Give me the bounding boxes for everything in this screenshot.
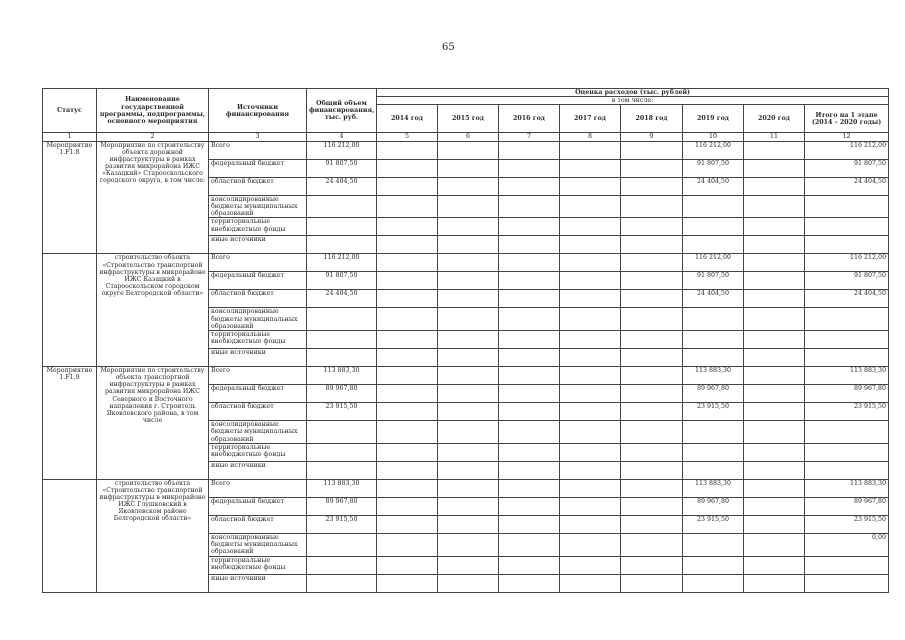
year-cell	[560, 272, 621, 290]
header-total: Общий объем финансирования, тыс. руб.	[307, 89, 377, 133]
status-cell: Мероприятие 1.F1.8	[43, 141, 97, 254]
year-cell	[499, 141, 560, 159]
header-including: в том числе:	[377, 97, 889, 105]
year-2019-cell	[683, 195, 744, 218]
year-cell	[621, 290, 683, 308]
table-row	[43, 254, 889, 272]
year-cell	[560, 443, 621, 461]
year-cell	[621, 331, 683, 349]
header-sources: Источники финансирования	[209, 89, 307, 133]
column-index: 12	[805, 133, 889, 141]
total-cell: 23 915,50	[307, 403, 377, 421]
year-2019-cell: 89 967,80	[683, 497, 744, 515]
year-cell	[438, 331, 499, 349]
year-cell	[438, 497, 499, 515]
year-cell	[438, 236, 499, 254]
year-cell	[560, 159, 621, 177]
year-cell	[621, 272, 683, 290]
program-description: строительство объекта «Строительство транспортной инфраструктуры в микрорайоне ИЖС Глушковский в Яковлевском районе Белгородской области»	[97, 479, 209, 592]
year-cell	[377, 308, 438, 331]
year-cell	[377, 195, 438, 218]
year-cell	[438, 479, 499, 497]
year-cell	[621, 177, 683, 195]
header-result: Итого на 1 этапе (2014 – 2020 годы)	[805, 105, 889, 133]
result-cell: 89 967,80	[805, 497, 889, 515]
source-cell: Всего	[209, 367, 307, 385]
year-cell	[621, 195, 683, 218]
total-cell	[307, 556, 377, 574]
column-index: 11	[744, 133, 805, 141]
source-cell: Всего	[209, 141, 307, 159]
total-cell	[307, 349, 377, 367]
year-cell	[621, 159, 683, 177]
source-cell: федеральный бюджет	[209, 497, 307, 515]
header-year: 2016 год	[499, 105, 560, 133]
result-cell: 24 404,50	[805, 290, 889, 308]
year-2019-cell: 113 883,30	[683, 367, 744, 385]
year-cell	[377, 141, 438, 159]
result-cell	[805, 195, 889, 218]
year-2020-cell	[744, 236, 805, 254]
year-cell	[499, 443, 560, 461]
year-cell	[560, 403, 621, 421]
result-cell: 89 967,80	[805, 385, 889, 403]
total-cell	[307, 443, 377, 461]
year-cell	[377, 556, 438, 574]
source-cell: областной бюджет	[209, 515, 307, 533]
total-cell: 91 807,50	[307, 159, 377, 177]
year-cell	[499, 218, 560, 236]
year-cell	[438, 290, 499, 308]
year-2019-cell: 91 807,50	[683, 159, 744, 177]
year-cell	[438, 574, 499, 592]
year-2020-cell	[744, 254, 805, 272]
source-cell: федеральный бюджет	[209, 385, 307, 403]
year-cell	[560, 421, 621, 444]
year-2019-cell: 116 212,00	[683, 141, 744, 159]
status-cell	[43, 479, 97, 592]
year-cell	[560, 367, 621, 385]
year-2019-cell	[683, 218, 744, 236]
year-cell	[377, 533, 438, 556]
source-cell: иные источники	[209, 461, 307, 479]
source-cell: областной бюджет	[209, 177, 307, 195]
year-2019-cell: 23 915,50	[683, 515, 744, 533]
year-cell	[438, 308, 499, 331]
year-cell	[499, 272, 560, 290]
total-cell: 24 404,50	[307, 290, 377, 308]
program-description: Мероприятие по строительству объекта дорожной инфраструктуры в рамках развития микрорайона ИЖС «Казацкий» Старооскольского городского округа, в том числе:	[97, 141, 209, 254]
year-cell	[621, 574, 683, 592]
result-cell	[805, 349, 889, 367]
year-cell	[499, 349, 560, 367]
year-2020-cell	[744, 421, 805, 444]
year-2020-cell	[744, 218, 805, 236]
year-cell	[621, 533, 683, 556]
year-2019-cell	[683, 349, 744, 367]
source-cell: иные источники	[209, 236, 307, 254]
year-2019-cell: 116 212,00	[683, 254, 744, 272]
year-cell	[438, 218, 499, 236]
table-row	[43, 479, 889, 497]
year-cell	[560, 218, 621, 236]
year-2020-cell	[744, 349, 805, 367]
result-cell: 91 807,50	[805, 272, 889, 290]
total-cell: 116 212,00	[307, 141, 377, 159]
year-cell	[621, 556, 683, 574]
year-cell	[377, 159, 438, 177]
year-cell	[621, 254, 683, 272]
year-cell	[560, 533, 621, 556]
year-cell	[377, 218, 438, 236]
year-cell	[499, 177, 560, 195]
year-2020-cell	[744, 461, 805, 479]
year-cell	[560, 236, 621, 254]
result-cell	[805, 574, 889, 592]
year-cell	[377, 421, 438, 444]
year-cell	[377, 574, 438, 592]
source-cell: территориальные внебюджетные фонды	[209, 331, 307, 349]
year-2019-cell	[683, 533, 744, 556]
result-cell: 0,00	[805, 533, 889, 556]
result-cell	[805, 421, 889, 444]
year-2019-cell: 113 883,30	[683, 479, 744, 497]
year-2019-cell	[683, 421, 744, 444]
year-cell	[438, 141, 499, 159]
result-cell: 113 883,30	[805, 367, 889, 385]
header-year: 2020 год	[744, 105, 805, 133]
year-cell	[438, 443, 499, 461]
year-cell	[438, 533, 499, 556]
year-cell	[438, 461, 499, 479]
result-cell	[805, 331, 889, 349]
year-2019-cell	[683, 236, 744, 254]
column-index: 3	[209, 133, 307, 141]
column-index: 9	[621, 133, 683, 141]
year-cell	[438, 515, 499, 533]
year-cell	[438, 385, 499, 403]
year-2020-cell	[744, 574, 805, 592]
year-2020-cell	[744, 141, 805, 159]
total-cell	[307, 421, 377, 444]
source-cell: областной бюджет	[209, 403, 307, 421]
column-index: 2	[97, 133, 209, 141]
result-cell: 113 883,30	[805, 479, 889, 497]
year-2019-cell: 91 807,50	[683, 272, 744, 290]
year-cell	[621, 479, 683, 497]
year-cell	[377, 331, 438, 349]
source-cell: иные источники	[209, 574, 307, 592]
result-cell: 23 915,50	[805, 403, 889, 421]
year-cell	[560, 556, 621, 574]
source-cell: территориальные внебюджетные фонды	[209, 443, 307, 461]
year-2020-cell	[744, 159, 805, 177]
year-cell	[499, 159, 560, 177]
year-cell	[377, 236, 438, 254]
year-2019-cell	[683, 556, 744, 574]
source-cell: областной бюджет	[209, 290, 307, 308]
year-2019-cell: 23 915,50	[683, 403, 744, 421]
year-cell	[499, 236, 560, 254]
year-cell	[560, 349, 621, 367]
year-cell	[499, 308, 560, 331]
source-cell: Всего	[209, 479, 307, 497]
source-cell: федеральный бюджет	[209, 272, 307, 290]
result-cell: 24 404,50	[805, 177, 889, 195]
source-cell: территориальные внебюджетные фонды	[209, 218, 307, 236]
total-cell	[307, 461, 377, 479]
year-cell	[499, 497, 560, 515]
year-cell	[438, 367, 499, 385]
year-cell	[560, 254, 621, 272]
year-cell	[499, 479, 560, 497]
column-index: 10	[683, 133, 744, 141]
year-2019-cell: 24 404,50	[683, 290, 744, 308]
result-cell	[805, 443, 889, 461]
column-index: 8	[560, 133, 621, 141]
year-2019-cell	[683, 461, 744, 479]
year-cell	[499, 367, 560, 385]
header-program-name: Наименование государственной программы, подпрограммы, основного мероприятия	[97, 89, 209, 133]
total-cell	[307, 308, 377, 331]
year-cell	[438, 403, 499, 421]
year-2020-cell	[744, 195, 805, 218]
year-cell	[560, 308, 621, 331]
year-cell	[499, 254, 560, 272]
status-cell	[43, 254, 97, 367]
year-2020-cell	[744, 515, 805, 533]
year-cell	[621, 236, 683, 254]
total-cell: 91 807,50	[307, 272, 377, 290]
year-cell	[377, 515, 438, 533]
total-cell: 113 883,30	[307, 367, 377, 385]
year-2020-cell	[744, 403, 805, 421]
year-cell	[560, 385, 621, 403]
header-status: Статус	[43, 89, 97, 133]
source-cell: территориальные внебюджетные фонды	[209, 556, 307, 574]
year-cell	[621, 218, 683, 236]
year-cell	[377, 443, 438, 461]
total-cell	[307, 574, 377, 592]
year-cell	[377, 254, 438, 272]
year-cell	[438, 349, 499, 367]
year-cell	[377, 479, 438, 497]
year-2020-cell	[744, 443, 805, 461]
year-2020-cell	[744, 385, 805, 403]
source-cell: консолидированные бюджеты муниципальных образований	[209, 533, 307, 556]
total-cell	[307, 195, 377, 218]
year-cell	[621, 497, 683, 515]
total-cell	[307, 218, 377, 236]
year-cell	[621, 367, 683, 385]
year-cell	[377, 403, 438, 421]
year-cell	[438, 254, 499, 272]
result-cell: 23 915,50	[805, 515, 889, 533]
year-2019-cell	[683, 331, 744, 349]
year-2020-cell	[744, 331, 805, 349]
table-row	[43, 141, 889, 159]
year-2020-cell	[744, 497, 805, 515]
year-2020-cell	[744, 177, 805, 195]
header-estimate: Оценка расходов (тыс. рублей)	[377, 89, 889, 97]
header-year: 2019 год	[683, 105, 744, 133]
page-number: 65	[442, 42, 455, 53]
source-cell: иные источники	[209, 349, 307, 367]
year-cell	[377, 272, 438, 290]
year-cell	[621, 515, 683, 533]
year-cell	[621, 443, 683, 461]
year-cell	[499, 556, 560, 574]
year-cell	[621, 349, 683, 367]
year-2019-cell: 24 404,50	[683, 177, 744, 195]
total-cell: 23 915,50	[307, 515, 377, 533]
year-cell	[499, 421, 560, 444]
year-cell	[621, 461, 683, 479]
year-cell	[621, 308, 683, 331]
source-cell: федеральный бюджет	[209, 159, 307, 177]
year-cell	[621, 385, 683, 403]
year-cell	[621, 421, 683, 444]
total-cell: 113 883,30	[307, 479, 377, 497]
year-cell	[377, 461, 438, 479]
year-cell	[377, 349, 438, 367]
year-cell	[377, 290, 438, 308]
year-cell	[499, 515, 560, 533]
year-cell	[560, 177, 621, 195]
year-2019-cell	[683, 308, 744, 331]
total-cell: 89 967,80	[307, 497, 377, 515]
header-year: 2014 год	[377, 105, 438, 133]
year-cell	[499, 574, 560, 592]
total-cell	[307, 331, 377, 349]
year-cell	[377, 497, 438, 515]
year-cell	[499, 533, 560, 556]
result-cell	[805, 218, 889, 236]
year-cell	[560, 461, 621, 479]
year-cell	[560, 497, 621, 515]
year-cell	[438, 195, 499, 218]
source-cell: консолидированные бюджеты муниципальных образований	[209, 195, 307, 218]
total-cell: 116 212,00	[307, 254, 377, 272]
result-cell: 116 212,00	[805, 141, 889, 159]
header-year: 2018 год	[621, 105, 683, 133]
financing-table	[42, 88, 889, 593]
result-cell	[805, 308, 889, 331]
total-cell: 24 404,50	[307, 177, 377, 195]
result-cell	[805, 461, 889, 479]
column-index: 5	[377, 133, 438, 141]
year-cell	[438, 177, 499, 195]
result-cell	[805, 556, 889, 574]
year-cell	[560, 290, 621, 308]
year-cell	[438, 272, 499, 290]
result-cell: 91 807,50	[805, 159, 889, 177]
column-index: 7	[499, 133, 560, 141]
year-cell	[499, 385, 560, 403]
total-cell: 89 967,80	[307, 385, 377, 403]
year-2019-cell	[683, 443, 744, 461]
status-cell: Мероприятие 1.F1.9	[43, 367, 97, 480]
year-cell	[560, 515, 621, 533]
total-cell	[307, 236, 377, 254]
column-index: 1	[43, 133, 97, 141]
year-cell	[560, 331, 621, 349]
source-cell: консолидированные бюджеты муниципальных образований	[209, 308, 307, 331]
column-index: 6	[438, 133, 499, 141]
result-cell	[805, 236, 889, 254]
year-cell	[560, 141, 621, 159]
table-row	[43, 367, 889, 385]
year-2019-cell: 89 967,80	[683, 385, 744, 403]
year-cell	[499, 461, 560, 479]
year-2020-cell	[744, 533, 805, 556]
column-index: 4	[307, 133, 377, 141]
source-cell: консолидированные бюджеты муниципальных образований	[209, 421, 307, 444]
result-cell: 116 212,00	[805, 254, 889, 272]
year-cell	[499, 403, 560, 421]
year-cell	[499, 195, 560, 218]
year-2020-cell	[744, 308, 805, 331]
year-cell	[377, 177, 438, 195]
program-description: строительство объекта «Строительство транспортной инфраструктуры в микрорайоне ИЖС Казацкий в Старооскольском городском округе Белгородской области»	[97, 254, 209, 367]
year-cell	[377, 367, 438, 385]
year-2019-cell	[683, 574, 744, 592]
year-cell	[438, 556, 499, 574]
year-2020-cell	[744, 272, 805, 290]
source-cell: Всего	[209, 254, 307, 272]
year-cell	[377, 385, 438, 403]
year-cell	[438, 421, 499, 444]
year-2020-cell	[744, 290, 805, 308]
year-cell	[560, 574, 621, 592]
header-year: 2017 год	[560, 105, 621, 133]
year-cell	[621, 403, 683, 421]
year-cell	[499, 290, 560, 308]
year-cell	[560, 479, 621, 497]
total-cell	[307, 533, 377, 556]
header-year: 2015 год	[438, 105, 499, 133]
year-cell	[621, 141, 683, 159]
year-2020-cell	[744, 556, 805, 574]
year-2020-cell	[744, 367, 805, 385]
year-cell	[499, 331, 560, 349]
year-2020-cell	[744, 479, 805, 497]
program-description: Мероприятие по строительству объекта транспортной инфраструктуры в рамках развития микрорайона ИЖС Северного и Восточного направления г. Строитель Яковлевского района, в том числе	[97, 367, 209, 480]
year-cell	[438, 159, 499, 177]
year-cell	[560, 195, 621, 218]
